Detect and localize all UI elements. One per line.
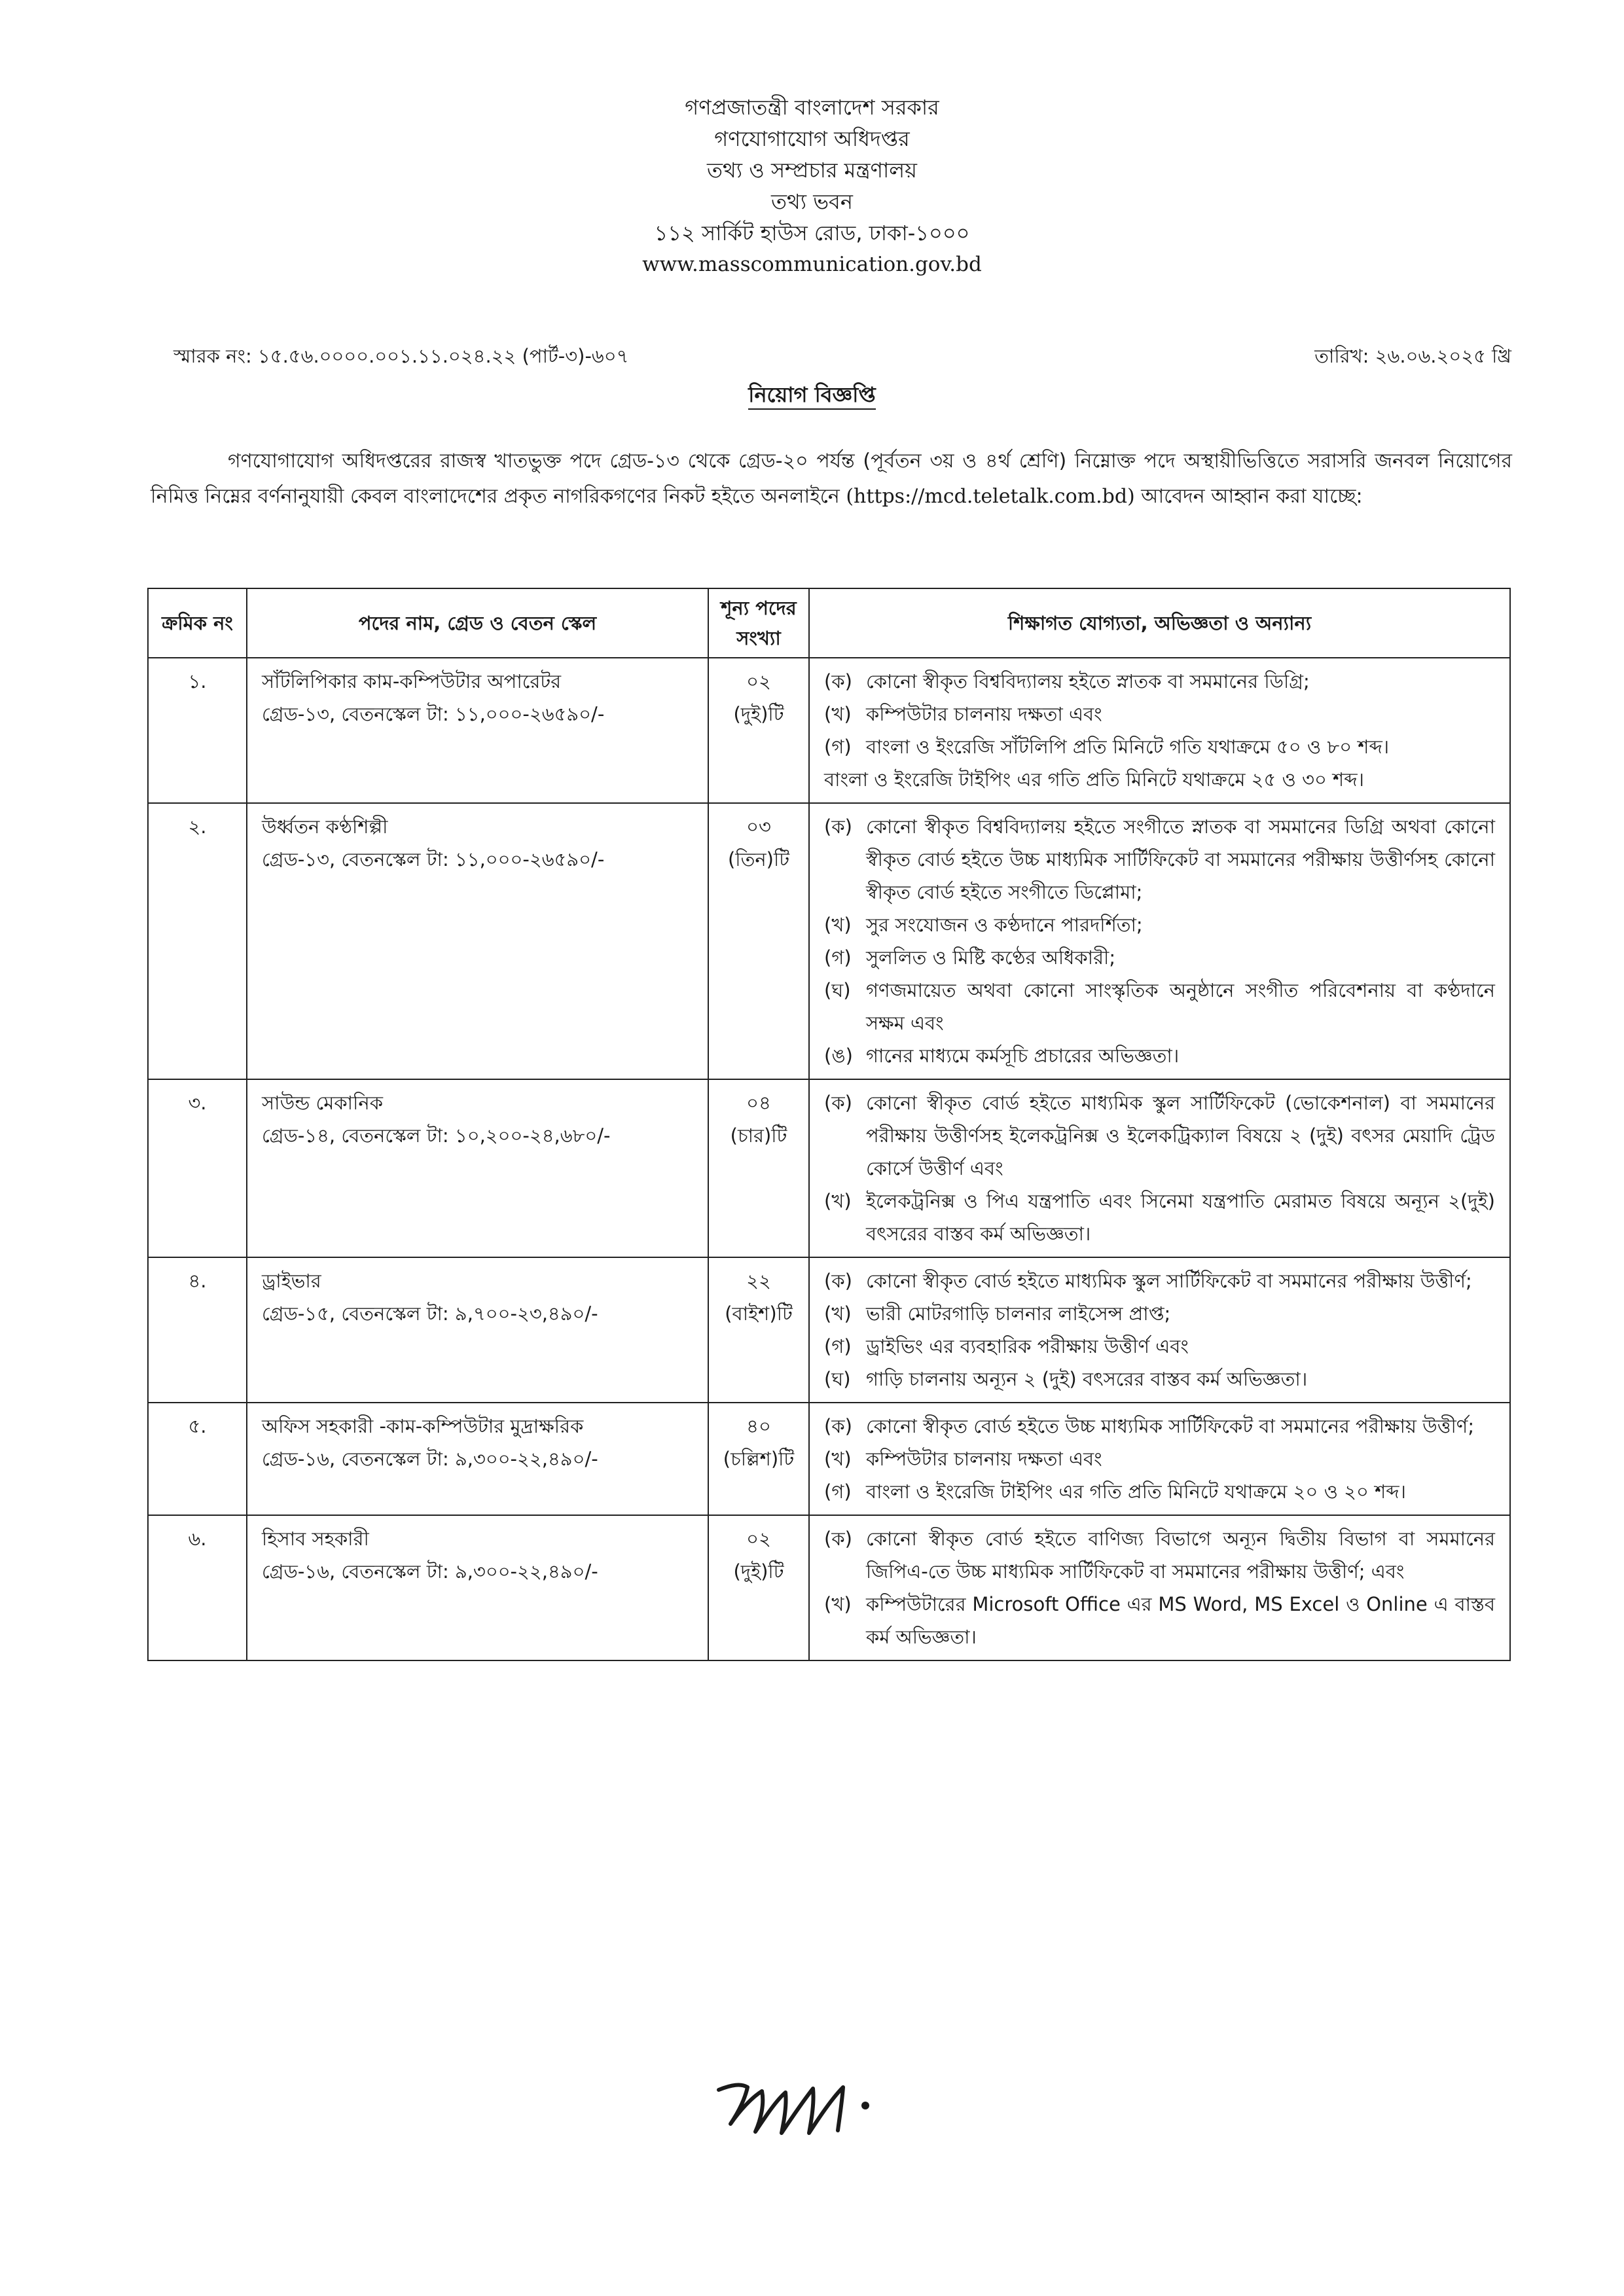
table-row — [148, 658, 1510, 803]
vacancy-count-words: (চল্লিশ)টি — [723, 1448, 795, 1470]
memo-number: স্মারক নং: ১৫.৫৬.০০০০.০০১.১১.০২৪.২২ (পার্ট-৩)-৬০৭ — [173, 345, 629, 367]
qualification-item — [824, 810, 1495, 908]
qualification-text: কোনো স্বীকৃত বিশ্ববিদ্যালয় হইতে সংগীতে স্নাতক বা সমমানের ডিগ্রি অথবা কোনো স্বীকৃত বোর্ড হইতে উচ্চ মাধ্যমিক সার্টিফিকেট বা সমমানের পরীক্ষায় উত্তীর্ণসহ কোনো স্বীকৃত বোর্ড হইতে সংগীতে ডিপ্লোমা; — [866, 816, 1495, 903]
qualification-item — [824, 1086, 1495, 1185]
qualification-label: (ক) — [824, 1528, 852, 1550]
post-cell — [247, 1403, 708, 1515]
application-url-link[interactable]: (https://mcd.teletalk.com.bd) — [846, 485, 1135, 508]
post-name: সাঁটলিপিকার কাম-কম্পিউটার অপারেটর — [262, 670, 562, 692]
qualification-label: (ক) — [824, 1270, 852, 1292]
vacancy-count-words: (দুই)টি — [733, 1560, 784, 1583]
serial-cell: ৩. — [148, 1079, 247, 1257]
qualification-text: কম্পিউটার চালনায় দক্ষতা এবং — [866, 1448, 1102, 1470]
qualification-label: (ঙ) — [824, 1045, 853, 1067]
qualification-label: (গ) — [824, 1480, 852, 1503]
table-row — [148, 1079, 1510, 1257]
qualification-item — [824, 1297, 1495, 1330]
notice-date: তারিখ: ২৬.০৬.২০২৫ খ্রি — [1314, 345, 1511, 367]
qualification-item — [824, 1588, 1495, 1653]
count-cell — [708, 1515, 809, 1660]
post-cell — [247, 1079, 708, 1257]
qualification-text: ভারী মোটরগাড়ি চালনার লাইসেন্স প্রাপ্ত; — [866, 1302, 1171, 1325]
qualification-item — [824, 730, 1495, 763]
qualification-item — [824, 1443, 1495, 1475]
post-grade: গ্রেড-১৪, বেতনস্কেল টা: ১০,২০০-২৪,৬৮০/- — [262, 1124, 611, 1147]
qualification-text: কোনো স্বীকৃত বোর্ড হইতে উচ্চ মাধ্যমিক সার্টিফিকেট বা সমমানের পরীক্ষায় উত্তীর্ণ; — [866, 1415, 1475, 1437]
qualification-item — [824, 1330, 1495, 1363]
count-cell — [708, 1403, 809, 1515]
notice-title-text: নিয়োগ বিজ্ঞপ্তি — [748, 382, 875, 410]
qualification-label: (খ) — [824, 1593, 852, 1615]
serial-cell: ৬. — [148, 1515, 247, 1660]
qualification-label: (ক) — [824, 1092, 852, 1114]
qualification-item — [824, 1410, 1495, 1443]
qualification-label: (খ) — [824, 1302, 852, 1325]
post-name: সাউন্ড মেকানিক — [262, 1092, 383, 1114]
qualification-item — [824, 1475, 1495, 1508]
qualification-text: কোনো স্বীকৃত বোর্ড হইতে মাধ্যমিক স্কুল সার্টিফিকেট বা সমমানের পরীক্ষায় উত্তীর্ণ; — [866, 1270, 1472, 1292]
building-name: তথ্য ভবন — [771, 189, 853, 214]
qualification-text: কোনো স্বীকৃত বোর্ড হইতে মাধ্যমিক স্কুল সার্টিফিকেট (ভোকেশনাল) বা সমমানের পরীক্ষায় উত্তীর্ণসহ ইলেকট্রনিক্স ও ইলেকট্রিক্যাল বিষয়ে ২ (দুই) বৎসর মেয়াদি ট্রেড কোর্সে উত্তীর্ণ এবং — [866, 1092, 1495, 1179]
qualification-text: সুললিত ও মিষ্টি কণ্ঠের অধিকারী; — [866, 946, 1116, 969]
qualification-extra: বাংলা ও ইংরেজি টাইপিং এর গতি প্রতি মিনিটে যথাক্রমে ২৫ ও ৩০ শব্দ। — [824, 768, 1364, 791]
qualification-item — [824, 698, 1495, 730]
qualification-cell — [809, 1079, 1510, 1257]
qualification-label: (ক) — [824, 1415, 852, 1437]
qualification-text: বাংলা ও ইংরেজি টাইপিং এর গতি প্রতি মিনিটে যথাক্রমে ২০ ও ২০ শব্দ। — [866, 1480, 1406, 1503]
qualification-label: (ক) — [824, 670, 852, 692]
intro-paragraph — [151, 444, 1512, 514]
vacancy-count: ০২ — [746, 1528, 771, 1550]
qualification-label: (ঘ) — [824, 1368, 851, 1390]
count-cell — [708, 1257, 809, 1403]
qualification-label: (খ) — [824, 914, 852, 936]
qualification-label: (ঘ) — [824, 979, 851, 1001]
intro-tail: আবেদন আহ্বান করা যাচ্ছে: — [1141, 485, 1363, 508]
website-link[interactable]: www.masscommunication.gov.bd — [642, 253, 982, 276]
letterhead — [0, 92, 1624, 280]
table-header-row — [148, 588, 1510, 658]
qualification-label: (খ) — [824, 1448, 852, 1470]
vacancy-count-words: (তিন)টি — [727, 848, 790, 870]
post-name: অফিস সহকারী -কাম-কম্পিউটার মুদ্রাক্ষরিক — [262, 1415, 584, 1437]
header-post: পদের নাম, গ্রেড ও বেতন স্কেল — [247, 588, 708, 658]
signature — [713, 2065, 884, 2144]
post-cell — [247, 803, 708, 1079]
table-row — [148, 803, 1510, 1079]
qualification-item — [824, 908, 1495, 941]
vacancy-count-words: (দুই)টি — [733, 703, 784, 725]
post-cell — [247, 1515, 708, 1660]
qualification-text: কম্পিউটারের Microsoft Office এর MS Word, MS Excel ও Online এ বাস্তব কর্ম অভিজ্ঞতা। — [866, 1593, 1495, 1648]
notice-title — [0, 378, 1624, 414]
qualification-cell — [809, 1403, 1510, 1515]
vacancy-table — [147, 588, 1511, 1661]
qualification-text: সুর সংযোজন ও কণ্ঠদানে পারদর্শিতা; — [866, 914, 1143, 936]
serial-cell: ৪. — [148, 1257, 247, 1403]
qualification-label: (গ) — [824, 736, 852, 758]
qualification-label: (গ) — [824, 946, 852, 969]
qualification-text: কম্পিউটার চালনায় দক্ষতা এবং — [866, 703, 1102, 725]
ministry-name: তথ্য ও সম্প্রচার মন্ত্রণালয় — [707, 158, 917, 183]
qualification-text: গাড়ি চালনায় অন্যূন ২ (দুই) বৎসরের বাস্তব কর্ম অভিজ্ঞতা। — [866, 1368, 1308, 1390]
post-grade: গ্রেড-১৬, বেতনস্কেল টা: ৯,৩০০-২২,৪৯০/- — [262, 1448, 598, 1470]
table-row — [148, 1515, 1510, 1660]
header-serial: ক্রমিক নং — [148, 588, 247, 658]
header-qualification: শিক্ষাগত যোগ্যতা, অভিজ্ঞতা ও অন্যান্য — [809, 588, 1510, 658]
qualification-label: (খ) — [824, 1190, 852, 1212]
intro-text: গণযোগাযোগ অধিদপ্তরের রাজস্ব খাতভুক্ত পদে গ্রেড-১৩ থেকে গ্রেড-২০ পর্যন্ত (পূর্বতন ৩য় ও ৪র্থ শ্রেণি) নিম্নোক্ত পদে অস্থায়ীভিত্তিতে সরাসরি জনবল নিয়োগের নিমিত্ত নিম্নের বর্ণনানুযায়ী কেবল বাংলাদেশের প্রকৃত নাগরিকগণের নিকট হইতে অনলাইনে — [151, 450, 1512, 508]
post-name: ড্রাইভার — [262, 1270, 321, 1292]
qualification-text: বাংলা ও ইংরেজি সাঁটলিপি প্রতি মিনিটে গতি যথাক্রমে ৫০ ও ৮০ শব্দ। — [866, 736, 1390, 758]
qualification-text: কোনো স্বীকৃত বিশ্ববিদ্যালয় হইতে স্নাতক বা সমমানের ডিগ্রি; — [866, 670, 1310, 692]
qualification-cell — [809, 658, 1510, 803]
serial-cell: ৫. — [148, 1403, 247, 1515]
vacancy-count: ২২ — [746, 1270, 771, 1292]
qualification-text: গণজমায়েত অথবা কোনো সাংস্কৃতিক অনুষ্ঠানে সংগীত পরিবেশনায় বা কণ্ঠদানে সক্ষম এবং — [866, 979, 1495, 1034]
qualification-text: ইলেকট্রনিক্স ও পিএ যন্ত্রপাতি এবং সিনেমা যন্ত্রপাতি মেরামত বিষয়ে অন্যূন ২(দুই) বৎসরের বাস্তব কর্ম অভিজ্ঞতা। — [866, 1190, 1495, 1245]
vacancy-count: ০৪ — [746, 1092, 771, 1114]
qualification-label: (গ) — [824, 1335, 852, 1357]
qualification-text: কোনো স্বীকৃত বোর্ড হইতে বাণিজ্য বিভাগে অন্যূন দ্বিতীয় বিভাগ বা সমমানের জিপিএ-তে উচ্চ মাধ্যমিক সার্টিফিকেট বা সমমানের পরীক্ষায় উত্তীর্ণ; এবং — [866, 1528, 1495, 1583]
serial-cell: ১. — [148, 658, 247, 803]
qualification-cell — [809, 1515, 1510, 1660]
department-name: গণযোগাযোগ অধিদপ্তর — [714, 126, 910, 151]
post-grade: গ্রেড-১৩, বেতনস্কেল টা: ১১,০০০-২৬৫৯০/- — [262, 703, 605, 725]
qualification-cell — [809, 803, 1510, 1079]
govt-name: গণপ্রজাতন্ত্রী বাংলাদেশ সরকার — [685, 95, 939, 120]
count-cell — [708, 658, 809, 803]
post-grade: গ্রেড-১৫, বেতনস্কেল টা: ৯,৭০০-২৩,৪৯০/- — [262, 1302, 598, 1325]
vacancy-count-words: (বাইশ)টি — [725, 1302, 793, 1325]
address: ১১২ সার্কিট হাউস রোড, ঢাকা-১০০০ — [654, 221, 970, 245]
post-grade: গ্রেড-১৩, বেতনস্কেল টা: ১১,০০০-২৬৫৯০/- — [262, 848, 605, 870]
qualification-item — [824, 1265, 1495, 1297]
qualification-item — [824, 1039, 1495, 1072]
vacancy-count-words: (চার)টি — [730, 1124, 787, 1147]
qualification-text: ড্রাইভিং এর ব্যবহারিক পরীক্ষায় উত্তীর্ণ এবং — [866, 1335, 1189, 1357]
qualification-item — [824, 1363, 1495, 1395]
post-cell — [247, 658, 708, 803]
vacancy-count: ৪০ — [746, 1415, 771, 1437]
qualification-item — [824, 974, 1495, 1039]
vacancy-count: ০৩ — [746, 816, 771, 838]
count-cell — [708, 803, 809, 1079]
qualification-item — [824, 1185, 1495, 1250]
vacancy-count: ০২ — [746, 670, 771, 692]
table-row — [148, 1403, 1510, 1515]
post-name: উর্ধ্বতন কণ্ঠশিল্পী — [262, 816, 388, 838]
qualification-cell — [809, 1257, 1510, 1403]
post-cell — [247, 1257, 708, 1403]
serial-cell: ২. — [148, 803, 247, 1079]
qualification-label: (খ) — [824, 703, 852, 725]
post-grade: গ্রেড-১৬, বেতনস্কেল টা: ৯,৩০০-২২,৪৯০/- — [262, 1560, 598, 1583]
qualification-item — [824, 665, 1495, 698]
count-cell — [708, 1079, 809, 1257]
post-name: হিসাব সহকারী — [262, 1528, 369, 1550]
table-row — [148, 1257, 1510, 1403]
qualification-item — [824, 941, 1495, 974]
qualification-item — [824, 1522, 1495, 1588]
header-count: শূন্য পদের সংখ্যা — [708, 588, 809, 658]
qualification-text: গানের মাধ্যমে কর্মসূচি প্রচারের অভিজ্ঞতা। — [866, 1045, 1180, 1067]
qualification-label: (ক) — [824, 816, 852, 838]
